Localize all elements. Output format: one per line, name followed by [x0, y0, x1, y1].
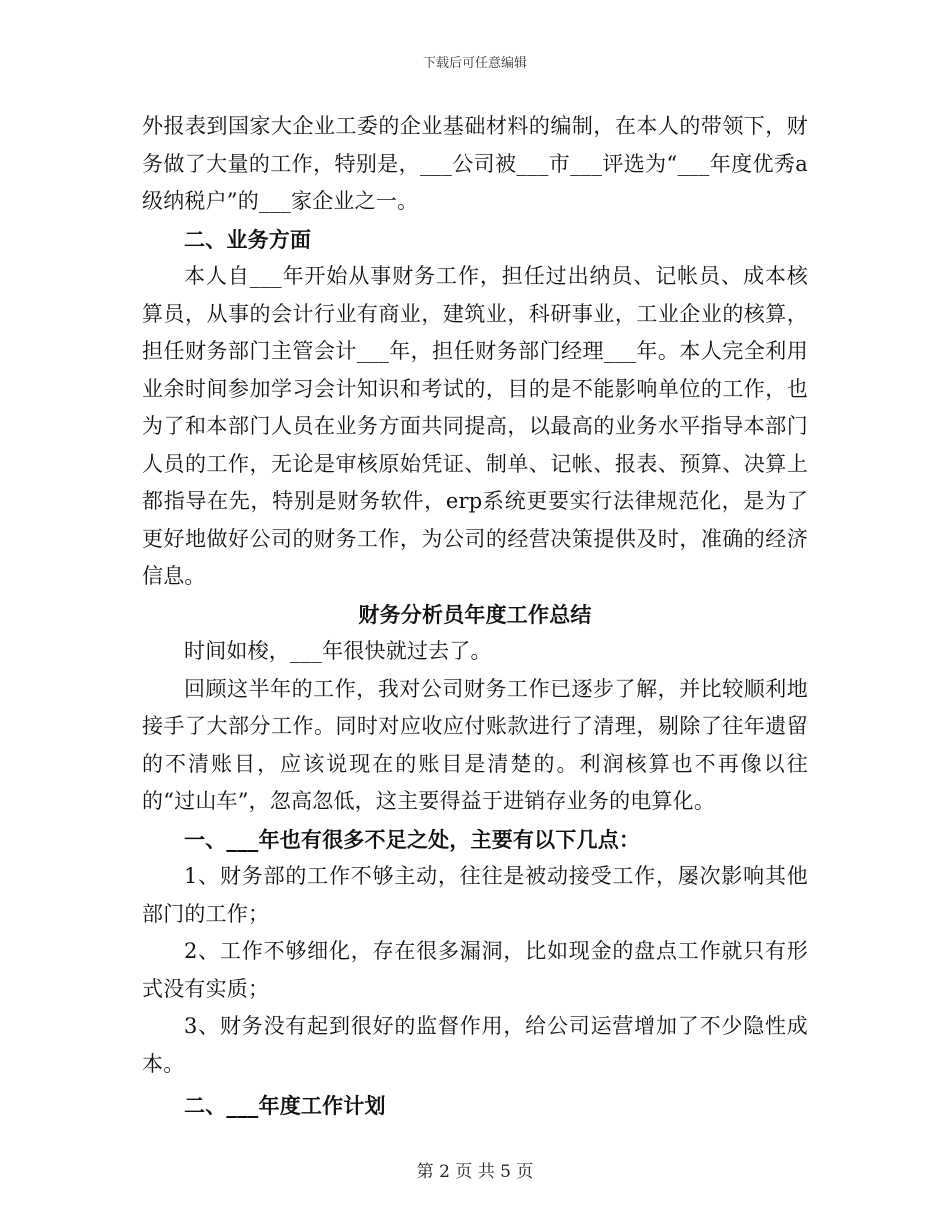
- paragraph-business: 本人自___年开始从事财务工作，担任过出纳员、记帐员、成本核算员，从事的会计行业有商业，建筑业，科研事业，工业企业的核算，担任财务部门主管会计___年，担任财务部门经理___年。本人完全利用业余时间参加学习会计知识和考试的，目的是不能影响单位的工作，也为了和本部门人员在业务方面共同提高，以最高的业务水平指导本部门人员的工作，无论是审核原始凭证、制单、记帐、报表、预算、决算上都指导在先，特别是财务软件，erp系统更要实行法律规范化，是为了更好地做好公司的财务工作，为公司的经营决策提供及时，准确的经济信息。: [142, 264, 808, 588]
- list-item-2: 2、工作不够细化，存在很多漏洞，比如现金的盘点工作就只有形式没有实质；: [142, 939, 808, 1001]
- paragraph-continued: 外报表到国家大企业工委的企业基础材料的编制，在本人的带领下，财务做了大量的工作，特别是，___公司被___市___评选为“___年度优秀a级纳税户”的___家企业之一。: [142, 114, 808, 213]
- page-header: 下载后可任意编辑: [422, 56, 527, 71]
- list-item-3: 3、财务没有起到很好的监督作用，给公司运营增加了不少隐性成本。: [142, 1014, 808, 1076]
- document-body: [142, 108, 808, 1125]
- paragraph-intro: 时间如梭，___年很快就过去了。: [184, 639, 492, 663]
- section-heading-plan: 二、___年度工作计划: [184, 1093, 386, 1118]
- document-title: 财务分析员年度工作总结: [358, 601, 592, 627]
- list-item-1: 1、财务部的工作不够主动，往往是被动接受工作，屡次影响其他部门的工作；: [142, 864, 808, 926]
- page-footer: 第 2 页 共 5 页: [416, 1162, 534, 1182]
- section-heading-business: 二、业务方面: [184, 226, 312, 252]
- section-heading-shortcomings: 一、___年也有很多不足之处，主要有以下几点：: [184, 826, 641, 852]
- paragraph-review: 回顾这半年的工作，我对公司财务工作已逐步了解，并比较顺利地接手了大部分工作。同时对应收应付账款进行了清理，剔除了往年遗留的不清账目，应该说现在的账目是清楚的。利润核算也不再像以往的“过山车”，忽高忽低，这主要得益于进销存业务的电算化。: [142, 676, 808, 813]
